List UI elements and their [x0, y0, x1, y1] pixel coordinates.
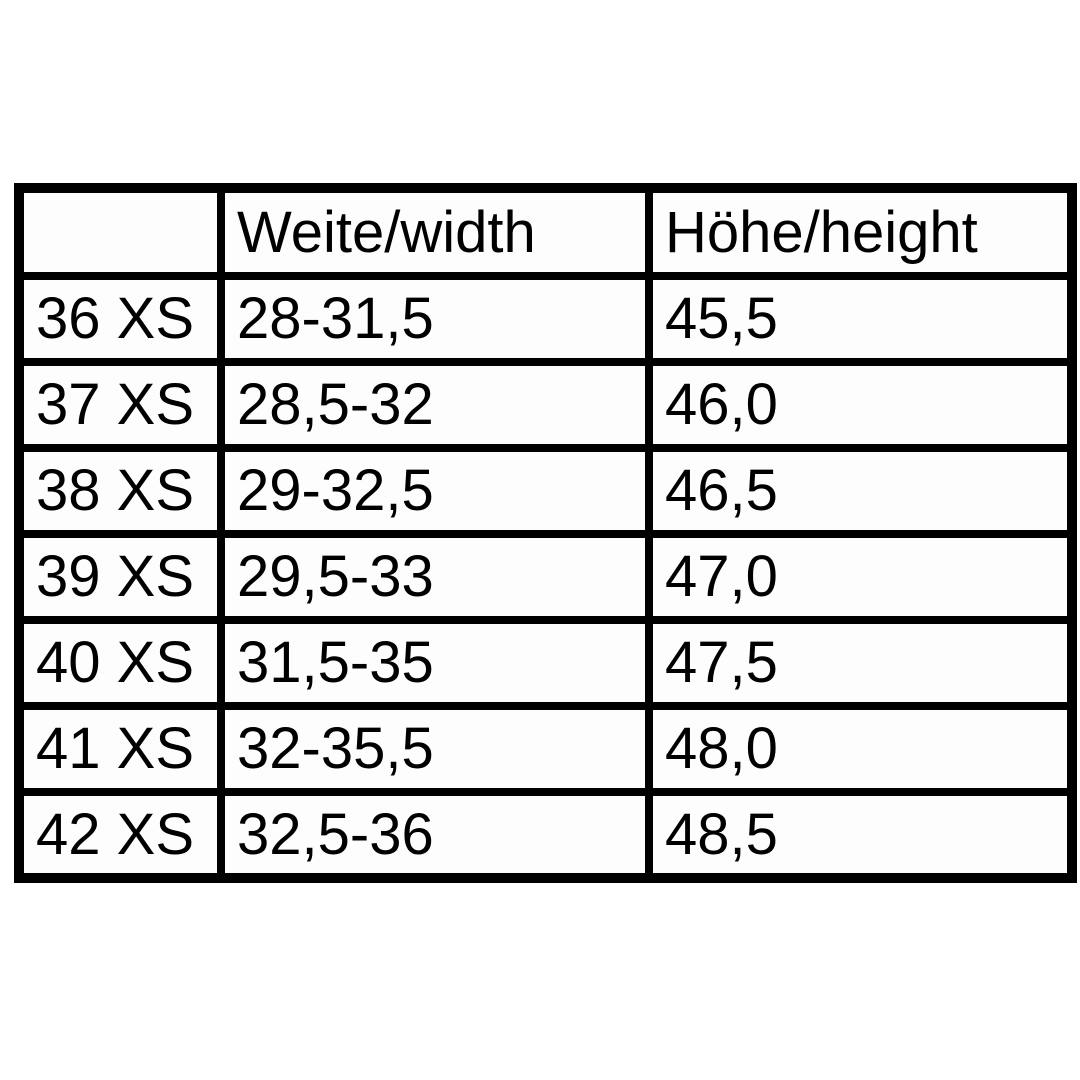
width-cell: 29-32,5	[221, 448, 649, 534]
size-table-body	[19, 276, 1072, 878]
table-row	[19, 276, 1072, 362]
size-cell: 39 XS	[19, 534, 221, 620]
size-cell: 41 XS	[19, 706, 221, 792]
size-table-header	[19, 188, 1072, 276]
table-row	[19, 362, 1072, 448]
height-cell: 47,0	[649, 534, 1072, 620]
table-row	[19, 534, 1072, 620]
height-column-header: Höhe/height	[649, 188, 1072, 276]
width-cell: 29,5-33	[221, 534, 649, 620]
size-table	[14, 183, 1077, 883]
size-cell: 37 XS	[19, 362, 221, 448]
height-cell: 46,0	[649, 362, 1072, 448]
size-table-container	[14, 183, 1077, 883]
height-cell: 48,0	[649, 706, 1072, 792]
table-row	[19, 448, 1072, 534]
width-cell: 28,5-32	[221, 362, 649, 448]
width-cell: 32-35,5	[221, 706, 649, 792]
height-cell: 48,5	[649, 792, 1072, 878]
size-cell: 42 XS	[19, 792, 221, 878]
header-row	[19, 188, 1072, 276]
width-cell: 28-31,5	[221, 276, 649, 362]
size-cell: 40 XS	[19, 620, 221, 706]
width-column-header: Weite/width	[221, 188, 649, 276]
width-cell: 31,5-35	[221, 620, 649, 706]
table-row	[19, 792, 1072, 878]
width-cell: 32,5-36	[221, 792, 649, 878]
size-cell: 38 XS	[19, 448, 221, 534]
size-column-header	[19, 188, 221, 276]
table-row	[19, 620, 1072, 706]
table-row	[19, 706, 1072, 792]
height-cell: 46,5	[649, 448, 1072, 534]
height-cell: 47,5	[649, 620, 1072, 706]
size-cell: 36 XS	[19, 276, 221, 362]
height-cell: 45,5	[649, 276, 1072, 362]
